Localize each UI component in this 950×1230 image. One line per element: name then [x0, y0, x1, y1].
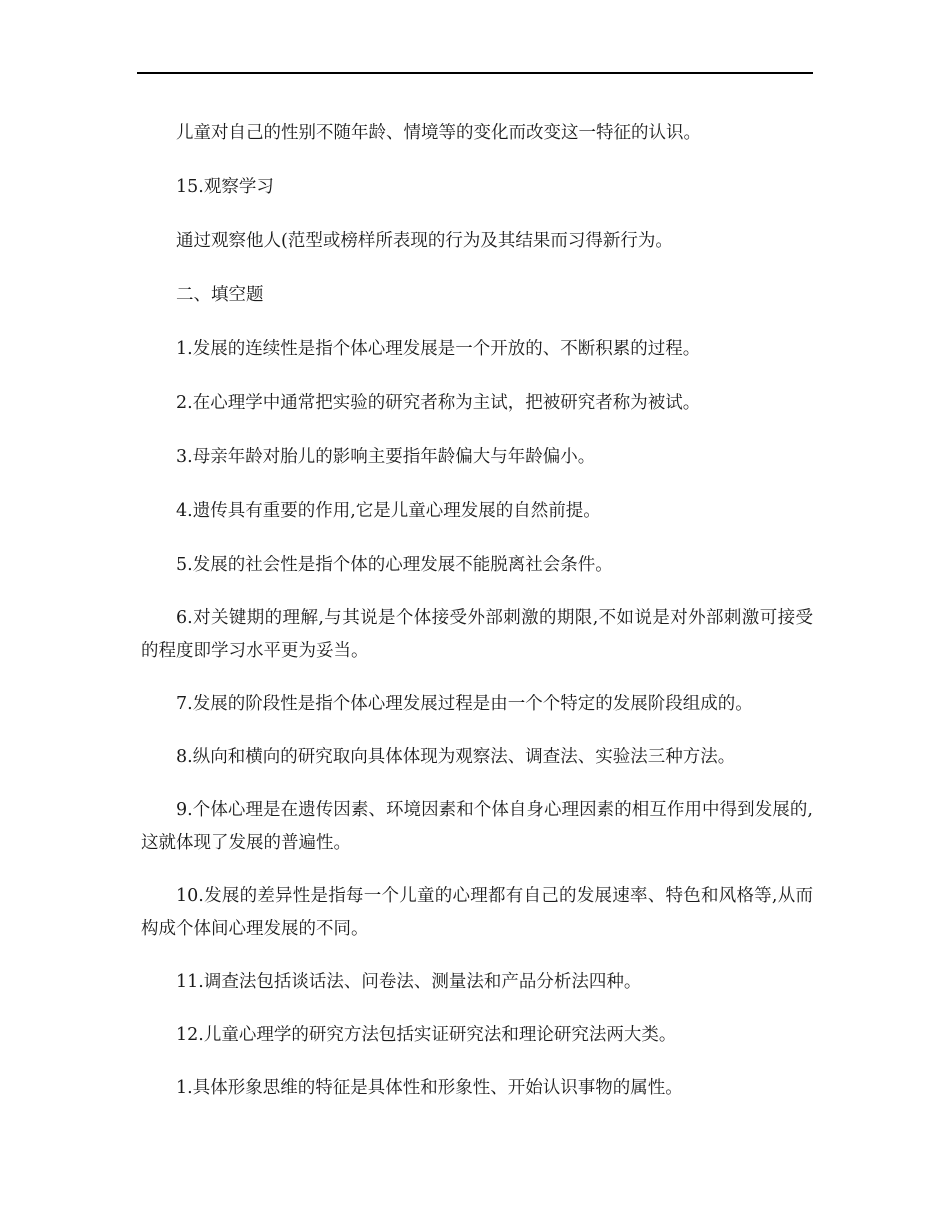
list-item-3: 3.母亲年龄对胎儿的影响主要指年龄偏大与年龄偏小。 — [176, 447, 596, 467]
list-item-next-section-1: 1.具体形象思维的特征是具体性和形象性、开始认识事物的属性。 — [176, 1078, 683, 1098]
list-item-10: 10.发展的差异性是指每一个儿童的心理都有自己的发展速率、特色和风格等,从而构成个体间心理发展的不同。 — [141, 886, 813, 939]
list-item-1: 1.发展的连续性是指个体心理发展是一个开放的、不断积累的过程。 — [176, 339, 701, 359]
paragraph-observational-learning-definition: 通过观察他人(范型或榜样所表现的行为及其结果而习得新行为。 — [176, 231, 673, 251]
list-item-2: 2.在心理学中通常把实验的研究者称为主试，把被研究者称为被试。 — [176, 393, 701, 413]
document-body — [141, 117, 813, 1105]
paragraph-gender-constancy-definition: 儿童对自己的性别不随年龄、情境等的变化而改变这一特征的认识。 — [176, 123, 701, 143]
list-item-5: 5.发展的社会性是指个体的心理发展不能脱离社会条件。 — [176, 555, 613, 575]
list-item-7: 7.发展的阶段性是指个体心理发展过程是由一个个特定的发展阶段组成的。 — [176, 694, 753, 714]
term-heading-observational-learning: 15.观察学习 — [176, 177, 274, 197]
header-rule — [137, 72, 813, 74]
section-heading-fill-in-blank: 二、填空题 — [176, 285, 264, 305]
list-item-12: 12.儿童心理学的研究方法包括实证研究法和理论研究法两大类。 — [176, 1025, 677, 1045]
list-item-11: 11.调查法包括谈话法、问卷法、测量法和产品分析法四种。 — [176, 972, 642, 992]
list-item-9: 9.个体心理是在遗传因素、环境因素和个体自身心理因素的相互作用中得到发展的,这就体现了发展的普遍性。 — [141, 800, 813, 853]
list-item-4: 4.遗传具有重要的作用,它是儿童心理发展的自然前提。 — [176, 501, 601, 521]
list-item-8: 8.纵向和横向的研究取向具体体现为观察法、调查法、实验法三种方法。 — [176, 747, 736, 767]
list-item-6: 6.对关键期的理解,与其说是个体接受外部刺激的期限,不如说是对外部刺激可接受的程度即学习水平更为妥当。 — [141, 608, 813, 661]
